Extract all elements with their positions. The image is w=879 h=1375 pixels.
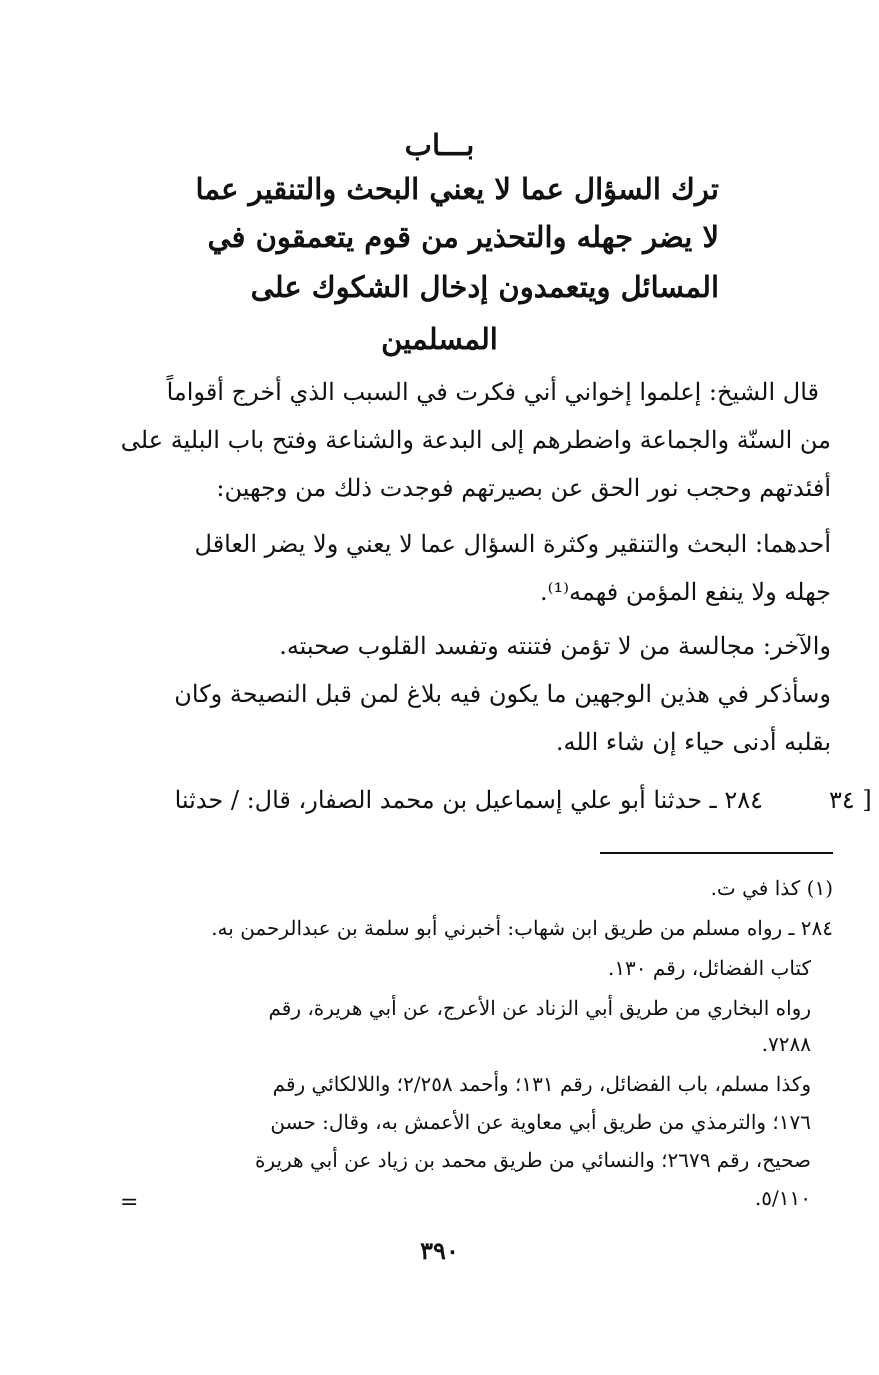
footnote-separator — [600, 852, 833, 854]
paragraph-2-line-1: أحدهما: البحث والتنقير وكثرة السؤال عما لا يعني ولا يضر العاقل — [194, 530, 831, 558]
chapter-title-line-1: ترك السؤال عما لا يعني البحث والتنقير عما — [195, 172, 719, 206]
chapter-title-line-3: المسائل ويتعمدون إدخال الشكوك على — [250, 270, 719, 304]
footnote-1: (١) كذا في ت. — [710, 876, 833, 900]
chapter-title-line-2: لا يضر جهله والتحذير من قوم يتعمقون في — [207, 220, 719, 254]
footnote-284-line-1: ٢٨٤ ـ رواه مسلم من طريق ابن شهاب: أخبرني أبو سلمة بن عبدالرحمن به. — [211, 916, 833, 940]
paragraph-1-line-2: من السنّة والجماعة واضطرهم إلى البدعة والشناعة وفتح باب البلية على — [120, 426, 831, 454]
paragraph-2-line-2: جهله ولا ينفع المؤمن فهمه⁽¹⁾. — [539, 578, 831, 606]
footnote-284-line-7: صحيح، رقم ٢٦٧٩؛ والنسائي من طريق محمد بن زياد عن أبي هريرة — [254, 1148, 811, 1172]
hadith-chain-line: ٢٨٤ ـ حدثنا أبو علي إسماعيل بن محمد الصفار، قال: / حدثنا — [174, 786, 763, 814]
paragraph-1-line-3: أفئدتهم وحجب نور الحق عن بصيرتهم فوجدت ذلك من وجهين: — [216, 474, 831, 502]
paragraph-1-line-1: قال الشيخ: إعلموا إخواني أني فكرت في السبب الذي أخرج أقواماً — [166, 378, 819, 406]
footnote-284-line-8: ٥/١١٠. — [754, 1186, 811, 1210]
chapter-title-line-4: المسلمين — [381, 322, 498, 356]
page-number: ٣٩٠ — [420, 1236, 459, 1265]
chapter-label: بـــاب — [404, 128, 475, 162]
footnote-284-line-2: كتاب الفضائل، رقم ١٣٠. — [607, 956, 811, 980]
footnote-284-line-5: وكذا مسلم، باب الفضائل، رقم ١٣١؛ وأحمد ٢/٢٥٨؛ واللالكائي رقم — [272, 1072, 811, 1096]
footnote-284-line-6: ١٧٦؛ والترمذي من طريق أبي معاوية عن الأعمش به، وقال: حسن — [270, 1110, 811, 1134]
footnote-284-line-4: ٧٢٨٨. — [761, 1032, 811, 1056]
paragraph-3-line-2: وسأذكر في هذين الوجهين ما يكون فيه بلاغ لمن قبل النصيحة وكان — [174, 680, 831, 708]
footnote-284-line-3: رواه البخاري من طريق أبي الزناد عن الأعرج، عن أبي هريرة، رقم — [268, 996, 811, 1020]
paragraph-3-line-3: بقلبه أدنى حياء إن شاء الله. — [555, 728, 831, 756]
paragraph-3-line-1: والآخر: مجالسة من لا تؤمن فتنته وتفسد القلوب صحبته. — [279, 632, 831, 660]
manuscript-folio-marker: [ ٣٤ — [829, 786, 872, 814]
continuation-mark: = — [120, 1190, 139, 1215]
